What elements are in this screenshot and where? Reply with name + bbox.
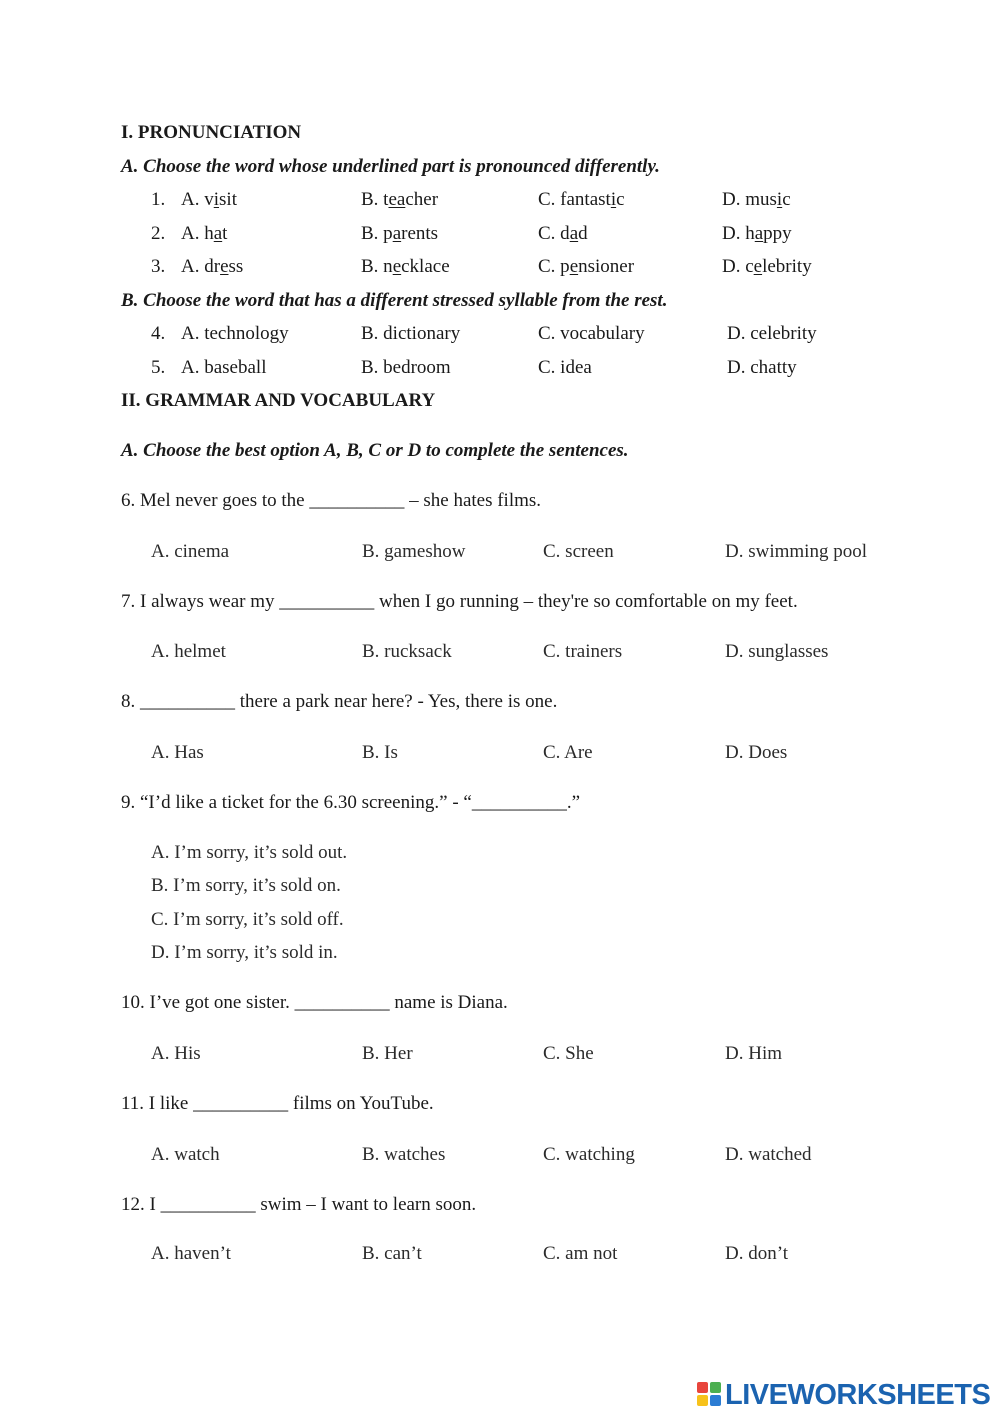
underlined-sound: e [753,256,763,277]
option-text: A. v [181,189,214,210]
answer-option[interactable]: B. dictionary [361,323,461,344]
option-text: cklace [401,256,450,277]
question-number: 4. [151,323,166,344]
answer-option[interactable]: B. gameshow [362,541,466,562]
question-stem: 12. I __________ swim – I want to learn soon. [121,1194,477,1215]
section-1-part-b-instruction: B. Choose the word that has a different stressed syllable from the rest. [121,290,668,311]
question-stem: 10. I’ve got one sister. __________ name is Diana. [121,992,508,1013]
liveworksheets-logo [697,1378,990,1412]
answer-option[interactable]: C. watching [543,1144,635,1165]
answer-option[interactable]: A. His [151,1043,201,1064]
answer-option[interactable]: B. I’m sorry, it’s sold on. [151,875,341,896]
answer-option[interactable]: A. watch [151,1144,220,1165]
question-stem: 8. __________ there a park near here? - Yes, there is one. [121,691,558,712]
question-stem: 7. I always wear my __________ when I go running – they're so comfortable on my feet. [121,591,798,612]
answer-option[interactable]: C. trainers [543,641,623,662]
answer-option[interactable] [181,224,227,243]
answer-option[interactable]: A. technology [181,323,289,344]
option-text: A. dr [181,256,221,277]
option-text: rents [401,223,439,244]
option-text: B. p [361,223,393,244]
answer-option[interactable]: D. I’m sorry, it’s sold in. [151,942,338,963]
liveworksheets-logo-icon [697,1382,723,1408]
question-number: 2. [151,223,166,244]
underlined-sound: e [569,256,579,277]
underlined-sound: a [213,223,223,244]
answer-option[interactable] [361,224,438,243]
option-text: D. c [722,256,754,277]
answer-option[interactable] [361,257,450,276]
option-text: ppy [763,223,792,244]
answer-option[interactable]: D. don’t [725,1243,788,1264]
answer-option[interactable] [538,257,634,276]
question-stem: 6. Mel never goes to the __________ – she hates films. [121,490,542,511]
question-stem: 9. “I’d like a ticket for the 6.30 screening.” - “__________.” [121,792,581,813]
section-2-part-a-instruction: A. Choose the best option A, B, C or D to complete the sentences. [121,440,629,461]
answer-option[interactable]: C. I’m sorry, it’s sold off. [151,909,344,930]
answer-option[interactable]: B. Is [362,742,398,763]
question-number: 5. [151,357,166,378]
option-text: c [782,189,791,210]
answer-option[interactable]: B. can’t [362,1243,422,1264]
option-text: lebrity [762,256,812,277]
underlined-sound: a [754,223,764,244]
section-1-title: I. PRONUNCIATION [121,122,302,143]
option-text: c [616,189,625,210]
answer-option[interactable] [722,257,812,276]
answer-option[interactable]: A. Has [151,742,204,763]
answer-option[interactable]: C. screen [543,541,614,562]
option-text: t [222,223,228,244]
question-stem: 11. I like __________ films on YouTube. [121,1093,434,1114]
question-number: 3. [151,256,166,277]
option-text: C. d [538,223,570,244]
answer-option[interactable] [722,224,792,243]
underlined-sound: e [220,256,229,277]
answer-option[interactable]: D. celebrity [727,323,817,344]
answer-option[interactable]: A. helmet [151,641,226,662]
underlined-sound: i [610,189,617,210]
answer-option[interactable]: A. haven’t [151,1243,231,1264]
answer-option[interactable]: D. sunglasses [725,641,829,662]
answer-option[interactable]: D. Him [725,1043,782,1064]
answer-option[interactable] [538,224,588,243]
answer-option[interactable]: D. chatty [727,357,797,378]
option-text: C. p [538,256,570,277]
option-text: B. t [361,189,389,210]
option-text: cher [405,189,439,210]
answer-option[interactable] [181,190,237,209]
option-text: d [578,223,588,244]
question-number: 1. [151,189,166,210]
option-text: D. mus [722,189,777,210]
underlined-sound: ea [388,189,406,210]
option-text: B. n [361,256,393,277]
answer-option[interactable] [181,257,243,276]
answer-option[interactable]: C. She [543,1043,594,1064]
answer-option[interactable]: A. I’m sorry, it’s sold out. [151,842,348,863]
answer-option[interactable]: C. Are [543,742,593,763]
answer-option[interactable]: B. Her [362,1043,413,1064]
option-text: D. h [722,223,755,244]
option-text: ss [228,256,244,277]
answer-option[interactable]: B. bedroom [361,357,451,378]
underlined-sound: i [776,189,783,210]
answer-option[interactable]: D. Does [725,742,788,763]
answer-option[interactable]: A. baseball [181,357,267,378]
underlined-sound: i [213,189,220,210]
option-text: nsioner [578,256,635,277]
answer-option[interactable]: C. am not [543,1243,618,1264]
underlined-sound: a [569,223,579,244]
answer-option[interactable]: D. watched [725,1144,812,1165]
answer-option[interactable] [722,190,791,209]
answer-option[interactable]: B. rucksack [362,641,452,662]
answer-option[interactable]: C. vocabulary [538,323,645,344]
answer-option[interactable] [538,190,625,209]
option-text: C. fantast [538,189,611,210]
option-text: A. h [181,223,214,244]
option-text: sit [219,189,237,210]
answer-option[interactable] [361,190,438,209]
answer-option[interactable]: D. swimming pool [725,541,867,562]
liveworksheets-logo-text: LIVEWORKSHEETS [725,1378,991,1411]
answer-option[interactable]: A. cinema [151,541,230,562]
answer-option[interactable]: B. watches [362,1144,446,1165]
underlined-sound: e [392,256,402,277]
answer-option[interactable]: C. idea [538,357,592,378]
section-2-title: II. GRAMMAR AND VOCABULARY [121,390,436,411]
section-1-part-a-instruction: A. Choose the word whose underlined part is pronounced differently. [121,156,660,177]
underlined-sound: a [392,223,402,244]
